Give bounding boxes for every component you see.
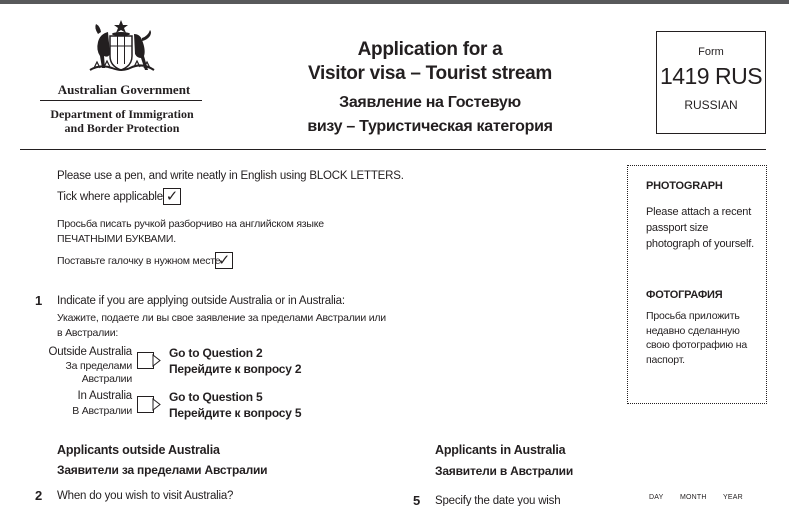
form-title-russian: Заявление на Гостевую визу – Туристическая категория bbox=[307, 94, 553, 135]
date-label-year: YEAR bbox=[723, 494, 743, 501]
top-border bbox=[0, 0, 789, 4]
section-in-australia-russian: Заявители в Австралии bbox=[435, 464, 574, 478]
question-2-text: When do you wish to visit Australia? bbox=[57, 490, 234, 502]
photo-heading-russian: ФОТОГРАФИЯ bbox=[646, 289, 723, 301]
in-australia-checkbox[interactable] bbox=[137, 396, 161, 414]
date-label-month: MONTH bbox=[680, 494, 707, 501]
section-outside-australia: Applicants outside Australia bbox=[57, 443, 220, 457]
section-in-australia: Applicants in Australia bbox=[435, 443, 566, 457]
instruction-tick-russian: Поставьте галочку в нужном месте bbox=[57, 255, 221, 267]
question-5-text: Specify the date you wish bbox=[435, 495, 561, 506]
goto-question-5: Go to Question 5 Перейдите к вопросу 5 bbox=[169, 390, 302, 420]
form-language: RUSSIAN bbox=[684, 98, 738, 112]
photo-heading: PHOTOGRAPH bbox=[646, 180, 723, 192]
header-divider bbox=[20, 149, 766, 150]
form-title: Application for a Visitor visa – Tourist stream bbox=[307, 39, 553, 84]
question-1-text: Indicate if you are applying outside Australia or in Australia: bbox=[57, 295, 345, 307]
question-2-number: 2 bbox=[35, 488, 43, 503]
section-outside-australia-russian: Заявители за пределами Австралии bbox=[57, 463, 268, 477]
option-outside-australia-label: Outside Australia За пределами Австралии bbox=[48, 346, 132, 385]
government-name: Australian Government bbox=[57, 82, 191, 97]
instruction-tick: Tick where applicable bbox=[57, 191, 163, 203]
form-number: 1419 RUS bbox=[659, 63, 763, 89]
option-in-australia-label: In Australia В Австралии bbox=[72, 390, 132, 417]
form-number-box: Form 1419 RUS RUSSIAN bbox=[656, 31, 766, 134]
question-5-number: 5 bbox=[413, 493, 421, 506]
date-label-day: DAY bbox=[649, 494, 664, 501]
photo-instructions-russian: Просьба приложить недавно сделанную свою фотографию на паспорт. bbox=[646, 310, 747, 366]
department-name: Department of Immigration and Border Protection bbox=[50, 107, 194, 135]
question-1-text-russian: Укажите, подаете ли вы свое заявление за пределами Австралии или в Австралии: bbox=[57, 312, 386, 339]
instruction-pen: Please use a pen, and write neatly in English using BLOCK LETTERS. bbox=[57, 170, 404, 182]
outside-australia-checkbox[interactable] bbox=[137, 352, 161, 370]
government-divider bbox=[40, 100, 202, 101]
coat-of-arms-icon bbox=[80, 18, 162, 78]
goto-question-2: Go to Question 2 Перейдите к вопросу 2 bbox=[169, 346, 302, 376]
photo-instructions: Please attach a recent passport size photograph of yourself. bbox=[646, 206, 754, 250]
photograph-area bbox=[627, 165, 767, 404]
tick-example-checkbox-russian: ✓ bbox=[215, 252, 233, 269]
question-1-number: 1 bbox=[35, 293, 43, 308]
tick-example-checkbox: ✓ bbox=[163, 188, 181, 205]
instruction-pen-russian: Просьба писать ручкой разборчиво на английском языке ПЕЧАТНЫМИ БУКВАМИ. bbox=[57, 218, 324, 245]
